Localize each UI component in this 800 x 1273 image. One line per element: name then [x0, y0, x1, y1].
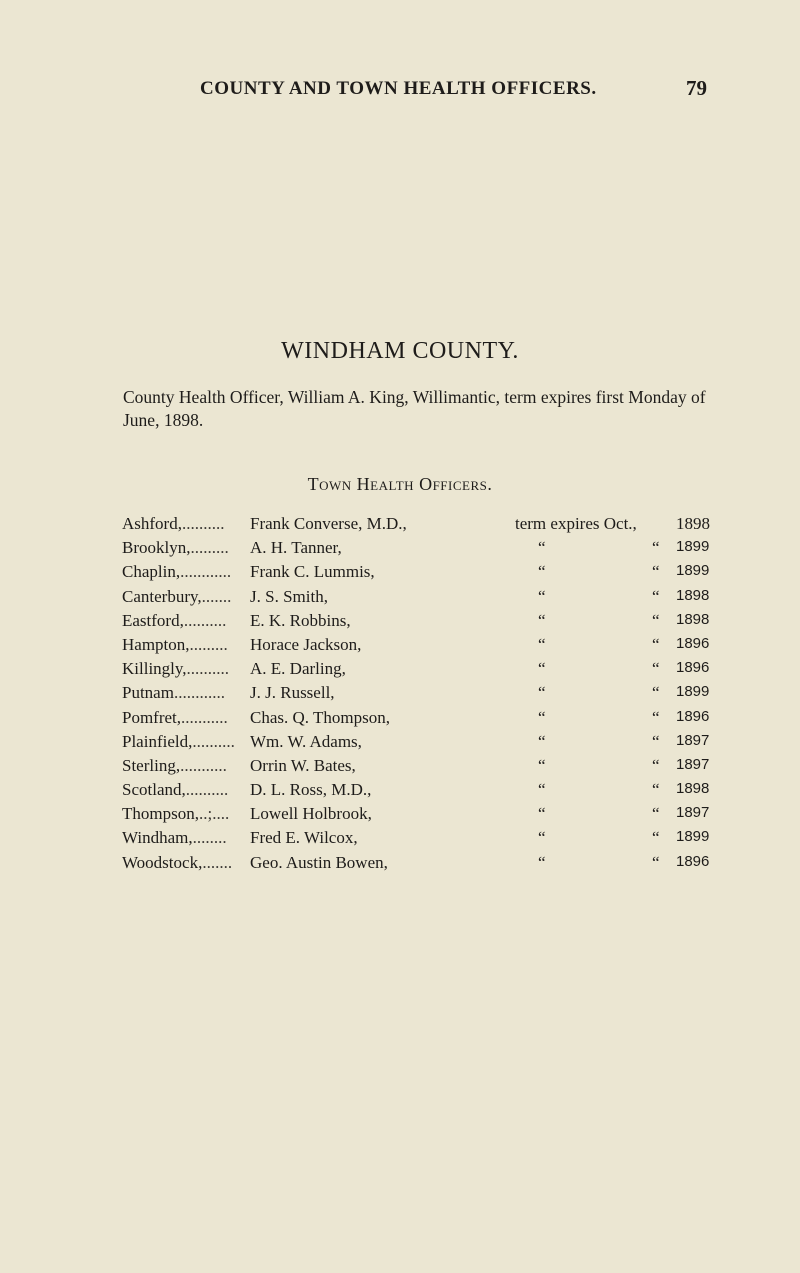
expiry-year: 1896: [676, 707, 710, 725]
officer-row: [122, 635, 722, 659]
expiry-year: 1897: [676, 755, 710, 773]
ditto-mark: “: [652, 755, 660, 775]
town-health-officers-heading: Town Health Officers.: [307, 474, 493, 494]
officer-name: Horace Jackson,: [250, 634, 362, 654]
expiry-year: 1899: [676, 562, 710, 580]
ditto-mark: “: [538, 828, 546, 848]
ditto-mark: “: [538, 683, 546, 703]
officer-row: [122, 756, 722, 780]
town-name: Brooklyn,.........: [122, 538, 229, 558]
ditto-mark: “: [538, 755, 546, 775]
town-officers-list: [122, 514, 722, 877]
ditto-mark: “: [652, 538, 660, 558]
town-name: Sterling,...........: [122, 755, 227, 775]
officer-name: Chas. Q. Thompson,: [250, 707, 390, 727]
officer-row: [122, 804, 722, 828]
officer-row: [122, 828, 722, 852]
town-name: Plainfield,..........: [122, 731, 235, 751]
dot-leader: ..........: [185, 780, 229, 800]
officer-name: A. H. Tanner,: [250, 538, 342, 558]
ditto-mark: “: [538, 780, 546, 800]
town-name: Hampton,.........: [122, 634, 228, 654]
expiry-year: 1899: [676, 538, 710, 556]
town-name: Ashford,..........: [122, 514, 225, 533]
officer-name: Lowell Holbrook,: [250, 804, 372, 824]
expiry-year: 1898: [676, 610, 710, 628]
dot-leader: ..........: [183, 610, 227, 630]
town-name: Putnam............: [122, 683, 225, 703]
town-name: Killingly,..........: [122, 659, 230, 679]
running-head: COUNTY AND TOWN HEALTH OFFICERS.: [200, 78, 597, 99]
officer-row: [122, 708, 722, 732]
ditto-mark: “: [538, 538, 546, 558]
town-name: Eastford,..........: [122, 610, 227, 630]
ditto-mark: “: [652, 804, 660, 824]
dot-leader: ..........: [181, 514, 225, 533]
dot-leader: .........: [190, 538, 229, 558]
officer-name: J. S. Smith,: [250, 586, 328, 606]
officer-row: [122, 611, 722, 635]
term-expires-label: term expires Oct.,: [515, 514, 637, 533]
officer-name: D. L. Ross, M.D.,: [250, 780, 372, 800]
county-health-officer-paragraph: County Health Officer, William A. King, Willimantic, term expires first Monday of June, 1898.: [123, 387, 706, 430]
ditto-mark: “: [652, 562, 660, 582]
expiry-year: 1898: [676, 780, 710, 798]
officer-row: [122, 659, 722, 683]
ditto-mark: “: [652, 610, 660, 630]
expiry-year: 1896: [676, 659, 710, 677]
town-name: Thompson,..;....: [122, 804, 230, 824]
dot-leader: ...........: [181, 707, 228, 727]
officer-row: [122, 562, 722, 586]
town-name: Pomfret,...........: [122, 707, 228, 727]
officer-name: Frank C. Lummis,: [250, 562, 375, 582]
town-name: Chaplin,............: [122, 562, 232, 582]
officer-name: J. J. Russell,: [250, 683, 335, 703]
expiry-year: 1898: [676, 586, 710, 604]
dot-leader: ........: [192, 828, 227, 848]
ditto-mark: “: [652, 683, 660, 703]
ditto-mark: “: [652, 828, 660, 848]
officer-row: [122, 587, 722, 611]
town-name: Scotland,..........: [122, 780, 229, 800]
ditto-mark: “: [538, 731, 546, 751]
dot-leader: ...........: [180, 755, 227, 775]
dot-leader: ..........: [192, 731, 235, 751]
town-name: Woodstock,.......: [122, 852, 233, 872]
ditto-mark: “: [652, 707, 660, 727]
dot-leader: ............: [173, 683, 225, 703]
officer-name: A. E. Darling,: [250, 659, 346, 679]
expiry-year: 1898: [676, 514, 710, 533]
ditto-mark: “: [538, 562, 546, 582]
town-name: Windham,........: [122, 828, 227, 848]
ditto-mark: “: [538, 707, 546, 727]
expiry-year: 1897: [676, 731, 710, 749]
ditto-mark: “: [652, 634, 660, 654]
dot-leader: ..;....: [198, 804, 230, 824]
officer-row: [122, 514, 722, 538]
ditto-mark: “: [538, 634, 546, 654]
dot-leader: ............: [180, 562, 232, 582]
officer-row: [122, 732, 722, 756]
officer-row: [122, 538, 722, 562]
ditto-mark: “: [538, 852, 546, 872]
county-title: WINDHAM COUNTY.: [281, 338, 519, 364]
officer-row: [122, 683, 722, 707]
expiry-year: 1896: [676, 852, 710, 870]
ditto-mark: “: [652, 586, 660, 606]
officer-name: Orrin W. Bates,: [250, 755, 356, 775]
ditto-mark: “: [652, 852, 660, 872]
town-name: Canterbury,.......: [122, 586, 232, 606]
officer-name: Geo. Austin Bowen,: [250, 852, 388, 872]
expiry-year: 1897: [676, 804, 710, 822]
officer-row: [122, 780, 722, 804]
dot-leader: .......: [201, 586, 232, 606]
officer-name: Frank Converse, M.D.,: [250, 514, 407, 533]
expiry-year: 1896: [676, 634, 710, 652]
dot-leader: .........: [189, 634, 228, 654]
ditto-mark: “: [538, 804, 546, 824]
ditto-mark: “: [538, 586, 546, 606]
officer-name: Wm. W. Adams,: [250, 731, 362, 751]
officer-name: E. K. Robbins,: [250, 610, 351, 630]
ditto-mark: “: [538, 659, 546, 679]
ditto-mark: “: [652, 780, 660, 800]
page-number: 79: [686, 76, 707, 100]
dot-leader: ..........: [186, 659, 230, 679]
ditto-mark: “: [538, 610, 546, 630]
ditto-mark: “: [652, 659, 660, 679]
expiry-year: 1899: [676, 683, 710, 701]
ditto-mark: “: [652, 731, 660, 751]
expiry-year: 1899: [676, 828, 710, 846]
officer-name: Fred E. Wilcox,: [250, 828, 358, 848]
officer-row: [122, 853, 722, 877]
dot-leader: .......: [202, 852, 233, 872]
